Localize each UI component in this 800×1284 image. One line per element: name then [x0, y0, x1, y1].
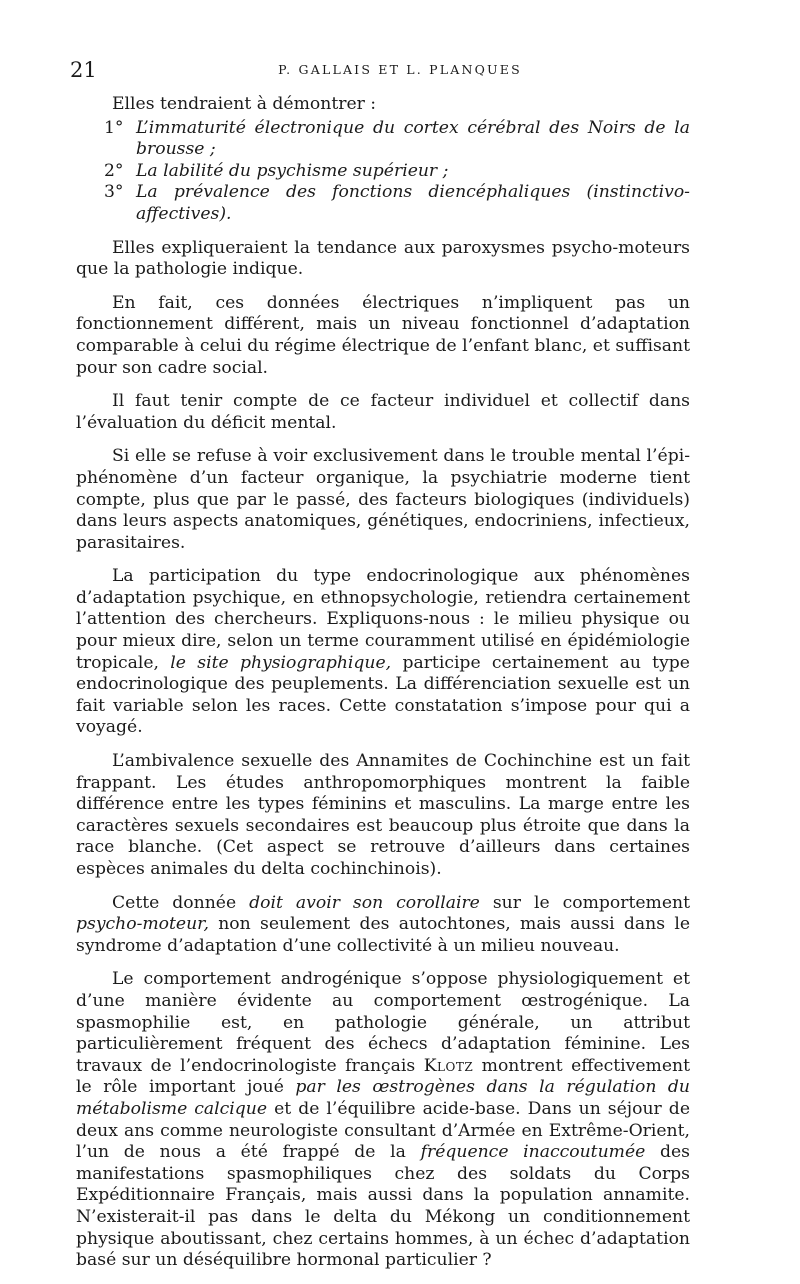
- author-name: Klotz: [423, 1055, 474, 1076]
- text-run: et de l’équilibre acide-base. Dans un séjour de deux ans comme neurologiste consultant d’Armée en Extrême-Orient, l’un de nous a été frappé de la: [76, 1098, 690, 1163]
- page-number: 21: [70, 58, 97, 82]
- italic-phrase: le site physiographique,: [170, 652, 392, 673]
- list-text: La prévalence des fonctions diencéphaliques (instinctivo-affectives).: [136, 182, 690, 224]
- paragraph: En fait, ces données électriques n’impliquent pas un fonctionnement différent, mais un niveau fonctionnel d’adaptation comparable à celui du régime électrique de l’enfant blanc, et suffisant pour son cadre social.: [76, 292, 690, 378]
- list-text: La labilité du psychisme supérieur ;: [136, 160, 449, 181]
- paragraph: Si elle se refuse à voir exclusivement dans le trouble mental l’épi-phénomène d’un facteur organique, la psychiatrie moderne tient compte, plus que par le passé, des facteurs biologiques (individuels) dans leurs aspects anatomiques, génétiques, endocriniens, infectieux, parasitaires.: [76, 446, 690, 553]
- italic-phrase: psycho-moteur,: [76, 914, 209, 935]
- paragraph: Il faut tenir compte de ce facteur individuel et collectif dans l’évaluation du déficit mental.: [76, 391, 690, 433]
- list-number: 3°: [104, 182, 124, 203]
- text-run: montrent effectivement le rôle important joué: [76, 1055, 690, 1098]
- text-run: La participation du type endocrinologique aux phénomènes d’adaptation psychique, en ethnopsychologie, retiendra certainement l’attention des chercheurs. Expliquons-nous : le milieu physique ou pour mieux dire, selon un terme couramment utilisé en épidémiologie tropicale,: [76, 566, 690, 673]
- text-run: non seulement des autochtones, mais aussi dans le syndrome d’adaptation d’une collectivité à un milieu nouveau.: [76, 914, 690, 956]
- intro-line: Elles tendraient à démontrer :: [112, 94, 377, 114]
- list-item: [104, 182, 690, 225]
- paragraph: L’ambivalence sexuelle des Annamites de Cochinchine est un fait frappant. Les études anthropomorphiques montrent la faible différence entre les types féminins et masculins. La marge entre les caractères sexuels secondaires est beaucoup plus étroite que dans la race blanche. (Cet aspect se retrouve d’ailleurs dans certaines espèces animales du delta cochinchinois).: [76, 751, 690, 879]
- body-text: [76, 94, 690, 1284]
- running-head: P. GALLAIS ET L. PLANQUES: [278, 62, 522, 77]
- numbered-list: [76, 118, 690, 226]
- paragraph: [76, 969, 690, 1271]
- italic-phrase: doit avoir son corollaire: [249, 892, 480, 913]
- page-header: [70, 58, 730, 82]
- italic-phrase: fréquence inaccoutumée: [420, 1142, 646, 1163]
- text-run: participe certainement au type endocrinologique des peuplements. La différenciation sexuelle est un fait variable selon les races. Cette constatation s’impose pour qui a voyagé.: [76, 652, 690, 738]
- text-run: sur le comportement: [479, 892, 690, 913]
- paragraph: [76, 893, 690, 958]
- list-number: 2°: [104, 160, 124, 181]
- paragraph: Elles expliqueraient la tendance aux paroxysmes psycho-moteurs que la pathologie indique.: [76, 237, 690, 280]
- text-run: Cette donnée: [112, 892, 250, 913]
- text-run: des manifestations spasmophiliques chez des soldats du Corps Expéditionnaire Français, mais aussi dans la population annamite. N’existerait-il pas dans le delta du Mékong un conditionnement physique aboutissant, chez certains hommes, à un échec d’adaptation basé sur un déséquilibre hormonal particulier ?: [76, 1142, 690, 1271]
- list-item: [104, 118, 690, 161]
- list-text: L’immaturité électronique du cortex cérébral des Noirs de la brousse ;: [136, 117, 690, 160]
- italic-phrase: par les œstrogènes dans la régulation du métabolisme calcique: [76, 1077, 690, 1119]
- text-run: Le comportement androgénique s’oppose physiologiquement et d’une manière évidente au comportement œstrogénique. La spasmophilie est, en pathologie générale, un attribut particulièrement fréquent des échecs d’adaptation féminine. Les travaux de l’endocrinologiste français: [76, 969, 690, 1076]
- list-item: [104, 161, 690, 183]
- list-number: 1°: [104, 117, 124, 138]
- paragraph: [76, 566, 690, 739]
